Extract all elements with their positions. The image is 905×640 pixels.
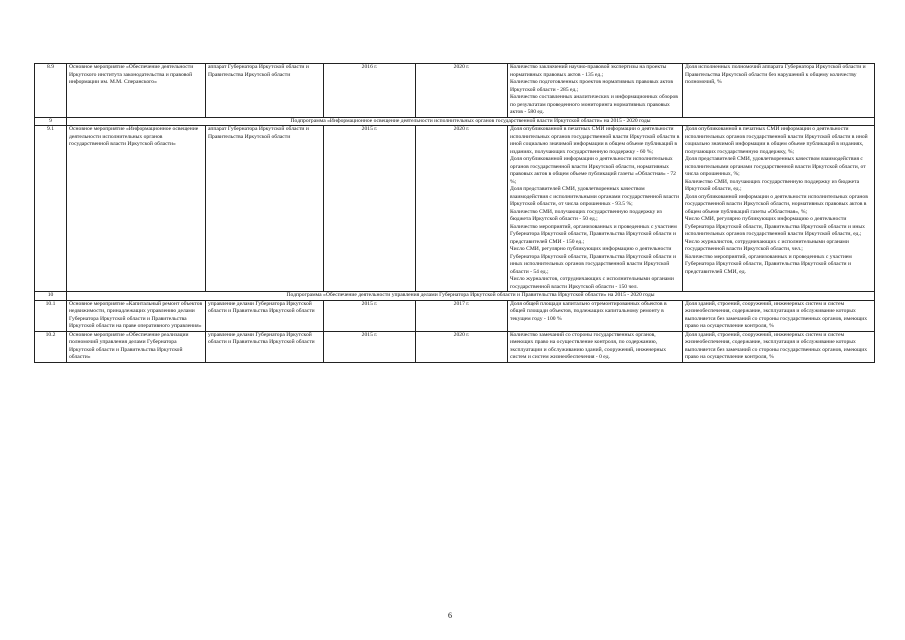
program-indicators: Доля зданий, строений, сооружений, инженерных систем и систем жизнеобеспечения, содержание, эксплуатация и обслуживание которых выполняется без замечаний со стороны государственных органов, имеющих право на осуществление контроля, % <box>683 300 875 331</box>
table-row <box>35 331 875 362</box>
subprogram-row <box>35 117 875 126</box>
row-number: 10 <box>35 292 67 301</box>
end-date: 2020 г. <box>416 331 508 362</box>
end-date: 2017 г. <box>416 300 508 331</box>
result-indicators: Количество заключений научно-правовой экспертизы на проекты нормативных правовых актов - 135 ед.; Количество подготовленных проектов нормативных правовых актов Иркутской области - 285 ед.; Количество составленных аналитических и информационных обзоров по результатам проведенного мониторинга нормативных правовых актов - 580 ед. <box>508 64 683 118</box>
start-date: 2015 г. <box>324 300 416 331</box>
table-row <box>35 64 875 118</box>
executor: управление делами Губернатора Иркутской области и Правительства Иркутской области <box>206 300 324 331</box>
event-name: Основное мероприятие «Обеспечение реализации полномочий управления делами Губернатора Иркутской области и Правительства Иркутской области» <box>67 331 206 362</box>
program-table <box>34 63 875 363</box>
event-name: Основное мероприятие «Капитальный ремонт объектов недвижимости, принадлежащих управлению делами Губернатора Иркутской области и Правительства Иркутской области на праве оперативного управления» <box>67 300 206 331</box>
row-number: 10.1 <box>35 300 67 331</box>
row-number: 10.2 <box>35 331 67 362</box>
event-name: Основное мероприятие «Информационное освещение деятельности исполнительных органов государственной власти Иркутской области» <box>67 126 206 292</box>
end-date: 2020 г. <box>416 64 508 118</box>
subprogram-title: Подпрограмма «Обеспечение деятельности управления делами Губернатора Иркутской области и Правительства Иркутской области» на 2015 - 2020 годы <box>67 292 875 301</box>
row-number: 8.9 <box>35 64 67 118</box>
executor: аппарат Губернатора Иркутской области и Правительства Иркутской области <box>206 126 324 292</box>
executor: аппарат Губернатора Иркутской области и Правительства Иркутской области <box>206 64 324 118</box>
result-indicators: Количество замечаний со стороны государственных органов, имеющих право на осуществление контроля, по содержанию, эксплуатации и обслуживанию зданий, сооружений, инженерных систем и систем жизнеобеспечения - 0 ед. <box>508 331 683 362</box>
row-number: 9 <box>35 117 67 126</box>
subprogram-title: Подпрограмма «Информационное освещение деятельности исполнительных органов государственной власти Иркутской области» на 2015 - 2020 годы <box>67 117 875 126</box>
table-row <box>35 300 875 331</box>
start-date: 2015 г. <box>324 331 416 362</box>
result-indicators: Доля общей площади капитально отремонтированных объектов в общей площади объектов, подлежащих капитальному ремонту в текущем году - 100 % <box>508 300 683 331</box>
program-indicators: Доля исполненных полномочий аппарата Губернатора Иркутской области и Правительства Иркутской области без нарушений к общему количеству полномочий, % <box>683 64 875 118</box>
page-number: 6 <box>448 611 452 620</box>
start-date: 2015 г. <box>324 126 416 292</box>
subprogram-row <box>35 292 875 301</box>
executor: управление делами Губернатора Иркутской области и Правительства Иркутской области <box>206 331 324 362</box>
table-row <box>35 126 875 292</box>
program-indicators: Доля зданий, строений, сооружений, инженерных систем и систем жизнеобеспечения, содержание, эксплуатация и обслуживание которых выполняется без замечаний со стороны государственных органов, имеющих право на осуществление контроля, % <box>683 331 875 362</box>
start-date: 2016 г. <box>324 64 416 118</box>
event-name: Основное мероприятие «Обеспечение деятельности Иркутского института законодательства и правовой информации им. М.М. Сперанского» <box>67 64 206 118</box>
program-indicators: Доля опубликованной в печатных СМИ информации о деятельности исполнительных органов государственной власти Иркутской области в иной социально значимой информации в общем объеме публикаций в изданиях, получающих государственную поддержку, %; Доля представителей СМИ, удовлетворенных качеством взаимодействия с исполнительными органами государственной власти Иркутской области, от числа опрошенных, %; Количество СМИ, получающих государственную поддержку из бюджета Иркутской области, ед.; Доля опубликованной информации о деятельности исполнительных органов государственной власти Иркутской области, нормативных правовых актов в общем объеме публикаций газеты «Областная», %; Число СМИ, регулярно публикующих информацию о деятельности Губернатора Иркутской области, Правительства Иркутской области и иных исполнительных органов государственной власти Иркутской области, ед.; Число журналистов, сотрудничающих с исполнительными органами государственной власти Иркутской области, чел.; Количество мероприятий, организованных и проведенных с участием Губернатора Иркутской области, Правительства Иркутской области и представителей СМИ, ед. <box>683 126 875 292</box>
row-number: 9.1 <box>35 126 67 292</box>
end-date: 2020 г. <box>416 126 508 292</box>
result-indicators: Доля опубликованной в печатных СМИ информации о деятельности исполнительных органов государственной власти Иркутской области в иной социально значимой информации в общем объеме публикаций в изданиях, получающих государственную поддержку - 60 %; Доля опубликованной информации о деятельности исполнительных органов государственной власти Иркутской области, нормативных правовых актов в общем объеме публикаций газеты «Областная» - 72 %; Доля представителей СМИ, удовлетворенных качеством взаимодействия с исполнительными органами государственной власти Иркутской области, от числа опрошенных - 93.5 %; Количество СМИ, получающих государственную поддержку из бюджета Иркутской области - 50 ед.; Количество мероприятий, организованных и проведенных с участием Губернатора Иркутской области, Правительства Иркутской области и представителей СМИ - 150 ед.; Число СМИ, регулярно публикующих информацию о деятельности Губернатора Иркутской области, Правительства Иркутской области и иных исполнительных органов государственной власти Иркутской области - 54 ед.; Число журналистов, сотрудничающих с исполнительными органами государственной власти Иркутской области - 150 чел. <box>508 126 683 292</box>
